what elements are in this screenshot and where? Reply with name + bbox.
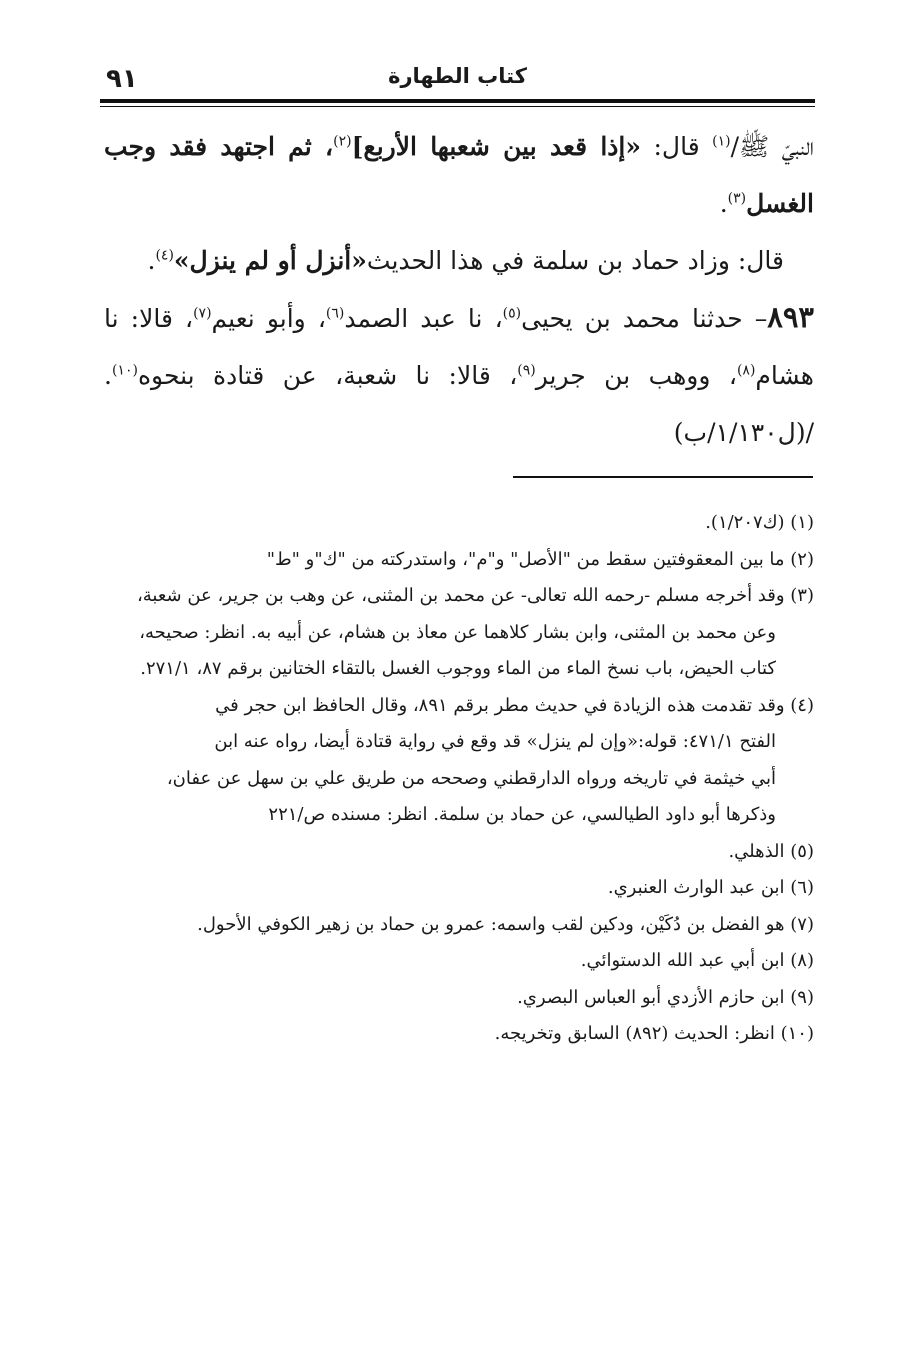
footnote-8: (٨) ابن أبي عبد الله الدستوائي. — [580, 950, 814, 971]
text-segment: النبيّ ﷺ/ — [730, 132, 814, 161]
paragraph-hammad-addition — [104, 232, 814, 289]
page-number: ٩١ — [106, 64, 138, 94]
footnote-9: (٩) ابن حازم الأزدي أبو العباس البصري. — [517, 986, 814, 1008]
footnote-4-line-1: (٤) وقد تقدمت هذه الزيادة في حديث مطر برقم ٨٩١، وقال الحافظ ابن حجر في — [215, 694, 814, 716]
footnote-6: (٦) ابن عبد الوارث العنبري. — [607, 877, 814, 898]
footnote-3-line-1: (٣) وقد أخرجه مسلم -رحمه الله تعالى- عن محمد بن المثنى، عن وهب بن جرير، عن شعبة، — [136, 585, 814, 606]
footnote-5: (٥) الذهلي. — [728, 840, 814, 862]
text-segment: قال: وزاد حماد بن سلمة في هذا الحديث — [366, 246, 784, 275]
header-rule-thin — [100, 106, 815, 107]
footnote-1: (١) (ك١/٢٠٧). — [705, 512, 814, 533]
running-title: كتاب الطهارة — [388, 64, 527, 88]
text-segment: قال: — [640, 132, 713, 161]
footnote-ref-5: (٥) — [502, 305, 522, 322]
footnote-ref-6: (٦) — [325, 305, 345, 322]
footnote-3-line-2: وعن محمد بن المثنى، وابن بشار كلاهما عن معاذ بن هشام، عن أبيه به. انظر: صحيحه، — [139, 621, 776, 643]
page-header — [100, 58, 815, 98]
footnote-3-line-3: كتاب الحيض، باب نسخ الماء من الماء ووجوب الغسل بالتقاء الختانين برقم ٨٧، ٢٧١/١. — [140, 658, 776, 679]
footnote-ref-3: (٣) — [727, 190, 747, 207]
footnote-ref-2: (٢) — [333, 133, 352, 150]
hadith-text: «إذا قعد بين شعبها الأربع] — [351, 132, 641, 161]
text-segment: . — [719, 189, 728, 218]
text-segment: . — [147, 246, 156, 275]
footnote-4-line-3: أبي خيثمة في تاريخه ورواه الدارقطني وصححه من طريق علي بن سهل عن عفان، — [166, 767, 776, 789]
manuscript-ref: . /(ل١/١٣٠/ب) — [104, 361, 814, 447]
hadith-number: ٨٩٣ — [767, 300, 814, 334]
footnote-ref-8: (٨) — [736, 362, 756, 379]
footnote-ref-4: (٤) — [155, 247, 174, 264]
text-segment: ، قالا: نا شعبة، عن قتادة بنحوه — [137, 361, 518, 390]
footnote-4-line-4: وذكرها أبو داود الطيالسي، عن حماد بن سلمة. انظر: مسنده ص/٢٢١ — [268, 804, 776, 825]
text-segment: ، نا عبد الصمد — [344, 304, 503, 333]
footnote-ref-1: (١) — [712, 133, 731, 150]
footnote-4-line-2: الفتح ٤٧١/١: قوله:«وإن لم ينزل» قد وقع في رواية قتادة أيضا، رواه عنه ابن — [214, 731, 776, 752]
hadith-text: «أنزل أو لم ينزل» — [173, 246, 367, 275]
text-segment: ، قالا: نا هشام — [104, 304, 814, 390]
text-segment: ، ووهب بن جرير — [535, 361, 737, 390]
paragraph-hadith-continuation — [104, 118, 814, 232]
footnote-separator — [513, 476, 813, 478]
footnote-10: (١٠) انظر: الحديث (٨٩٢) السابق وتخريجه. — [494, 1023, 814, 1044]
footnote-ref-10: (١٠) — [111, 362, 138, 379]
footnote-2: (٢) ما بين المعقوفتين سقط من "الأصل" و"م"، واستدركته من "ك"و "ط" — [266, 548, 814, 570]
header-rule — [100, 99, 815, 103]
text-segment: – حدثنا محمد بن يحيى — [521, 304, 768, 333]
text-segment: ، وأبو نعيم — [211, 304, 326, 333]
hadith-text: ، ثم اجتهد فقد وجب الغسل — [104, 132, 814, 218]
footnotes — [102, 505, 814, 1053]
paragraph-hadith-893 — [104, 289, 814, 461]
footnote-ref-7: (٧) — [193, 305, 212, 322]
footnote-7: (٧) هو الفضل بن دُكَيْن، ودكين لقب واسمه: عمرو بن حماد بن زهير الكوفي الأحول. — [197, 913, 814, 935]
main-text — [104, 118, 814, 461]
footnote-ref-9: (٩) — [517, 362, 536, 379]
